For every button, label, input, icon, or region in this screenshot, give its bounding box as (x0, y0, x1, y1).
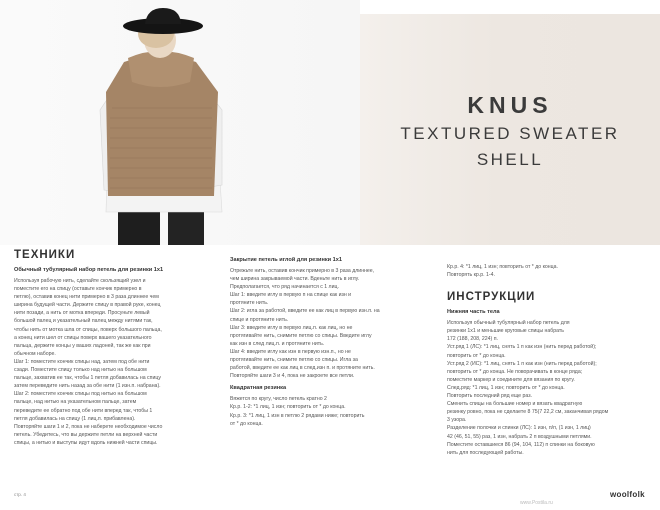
techniques-heading: ТЕХНИКИ (14, 249, 76, 261)
text-line: как изн в след лиц.п. и протяните нить. (230, 340, 325, 347)
text-line: повторить от * до конца. Не поворачивать в конце ряда; (447, 368, 583, 375)
text-line: Шаг 2: игла за работой, введите ее как лиц в первую изн.п. на (230, 308, 380, 315)
text-line: от * до конца. (230, 420, 263, 427)
text-line: Кр.р. 4: *1 лиц, 1 изн; повторить от * до конца. (447, 264, 558, 270)
text-line: пальце, захватив ее так, чтобы 1 петля добавилась на спицу (14, 375, 161, 382)
text-line: Уст.ряд 2 (ИС): *1 лиц, снять 1 п как изн (нить перед работой); (447, 360, 597, 367)
pattern-subtitle-line1: TEXTURED SWEATER (400, 124, 620, 143)
brand-logo: woolfolk (610, 490, 645, 499)
square-rib-heading: Квадратная резинка (230, 385, 287, 392)
text-line: Шаг 1: поместите кончик спицы над, затем под обе нити (14, 358, 150, 365)
bind-off-heading: Закрытие петель иглой для резинки 1х1 (230, 257, 342, 263)
text-line: протяните нить. (230, 300, 269, 307)
square-rib-text (230, 396, 430, 427)
lower-body-text (447, 320, 647, 457)
instructions-column (447, 245, 647, 458)
model-illustration (0, 0, 360, 245)
text-line: петель. Убедитесь, что вы держите петли на верхней части (14, 431, 158, 438)
text-line: петлю), оставив конец нити примерно в 3 раза длиннее чем (14, 294, 159, 301)
text-line: поместите его на спицу (оставьте кончик примерно в (14, 286, 142, 293)
text-line: Кр.р. 3: *1 лиц, 1 изн в петлю 2 рядами ниже; повторить (230, 412, 365, 419)
text-line: Шаг 1: введите иглу в первую п на спице как изн и (230, 292, 352, 299)
text-line: большой палец и указательный палец между нитями так, (14, 318, 153, 325)
text-line: протягивайте нить, снимите петлю со спицы. Игла за (230, 357, 358, 364)
title-panel (360, 14, 660, 245)
techniques-column (14, 245, 222, 448)
text-line: переведите ее обратно под обе нити вперед так, чтобы 1 (14, 407, 153, 414)
cast-on-text (14, 278, 222, 447)
text-line: резинки 1х1 и меньшие круговые спицы набрать (447, 328, 565, 335)
model-photo (0, 0, 360, 245)
text-line: Используя рабочую нить, сделайте скользящий узел и (14, 278, 146, 284)
text-line: Предполагается, что ряд начинается с 1 лиц. (230, 284, 339, 291)
text-line: петля добавилась на спицу (1 лиц.п. прибавлена). (14, 415, 136, 422)
text-line: чем ширина закрываемой части. Вденьте нить в иглу. (230, 276, 360, 283)
text-line: Повторить последний ряд еще раз. (447, 393, 533, 400)
hero-banner (0, 0, 660, 245)
bind-off-column (230, 245, 430, 429)
text-line: 42 (46, 51, 55) раз, 1 изн, набрать 2 п воздушными петлями. (447, 433, 592, 440)
text-line: протягивайте нить, снимите петлю со спицы. Введите иглу (230, 332, 372, 339)
page-number: стр. 4 (14, 492, 26, 497)
pattern-name: KNUS (467, 92, 553, 118)
text-line: Уст.ряд 1 (ЛС): *1 лиц, снять 1 п как изн (нить перед работой); (447, 344, 597, 351)
text-line: Отрежьте нить, оставив кончик примерно в 3 раза длиннее, (230, 268, 375, 274)
text-line: повторить от * до конца. (447, 352, 506, 359)
text-line: Вяжется по кругу, число петель кратно 2 (230, 396, 327, 403)
text-line: Шаг 2: поместите кончик спицы под нитью на большом (14, 391, 147, 398)
text-line: обычном наборе. (14, 350, 56, 357)
text-line: нити позади, а нить от мотка впереди. Просуньте левый (14, 310, 150, 317)
text-line: резинку ровно, пока не сделаете 8 75(7 22,2 см, заканчивая рядом (447, 409, 609, 416)
text-line: работой, введите ее как лиц в след.изн п. и протяните нить. (230, 365, 375, 372)
text-line: сзади. Поместите спицу только над нитью на большом (14, 367, 147, 374)
text-line: Разделение полочки и спинки (ЛС): 1 изн, п/п, (1 изн, 1 лиц) (447, 425, 591, 432)
text-line: спице и протяните нить. (230, 316, 289, 323)
text-line: а конец нити шел от спицы поверх вашего указательного (14, 334, 152, 341)
text-line: Поместите оставшиеся 86 (94, 104, 112) п спинки на боковую (447, 441, 595, 448)
text-line: Шаг 4: введите иглу как изн в первую изн.п., но не (230, 348, 351, 355)
text-line: Используя обычный тубулярный набор петель для (447, 320, 570, 327)
text-line: спицы, а нитью и выступы идут вдоль нижней части спицы. (14, 439, 158, 446)
text-line: чтобы нить от мотка шла от спицы, поверх большого пальца, (14, 326, 162, 333)
cast-on-subheading: Обычный тубулярный набор петель для резинки 1х1 (14, 267, 164, 273)
text-line: Повторяйте шаги 1 и 2, пока не наберете необходимое число (14, 423, 163, 430)
square-rib-continued-text (447, 264, 647, 279)
text-line: пальце, над нитью на указательном пальце, затем (14, 399, 137, 406)
watermark: www.Postila.ru (520, 500, 553, 506)
text-line: Повторяйте шаги 3 и 4, пока не закроете все петли. (230, 373, 355, 380)
pattern-subtitle-line2: SHELL (476, 150, 544, 169)
text-line: поместите маркер и соедините для вязания по кругу. (447, 376, 575, 383)
text-line: затем переведите нить назад за обе нити (1 изн.п. набрана). (14, 383, 161, 390)
text-line: Сменить спицы на большие номер и вязать квадратную (447, 401, 583, 408)
text-line: 3 узора. (447, 417, 467, 424)
text-line: Кр.р. 1-2: *1 лиц, 1 изн; повторить от * до конца. (230, 404, 346, 411)
text-line: Повторять кр.р. 1-4. (447, 272, 495, 279)
text-line: След.ряд: *1 лиц, 1 изн; повторить от * до конца. (447, 384, 565, 391)
text-line: нить для последующей работы. (447, 449, 524, 456)
text-line: 172 (188, 208, 224) п. (447, 336, 498, 343)
instructions-heading: ИНСТРУКЦИИ (447, 291, 536, 304)
bind-off-text (230, 268, 430, 380)
text-line: пальца, держите концы у ваших ладоней, так же как при (14, 342, 151, 349)
text-line: Шаг 3: введите иглу в первую лиц.п. как лиц, но не (230, 324, 353, 331)
text-line: ширина будущей части. Держите спицу в правой руке, конец (14, 302, 161, 309)
lower-body-subheading: Нижняя часть тела (447, 309, 500, 316)
